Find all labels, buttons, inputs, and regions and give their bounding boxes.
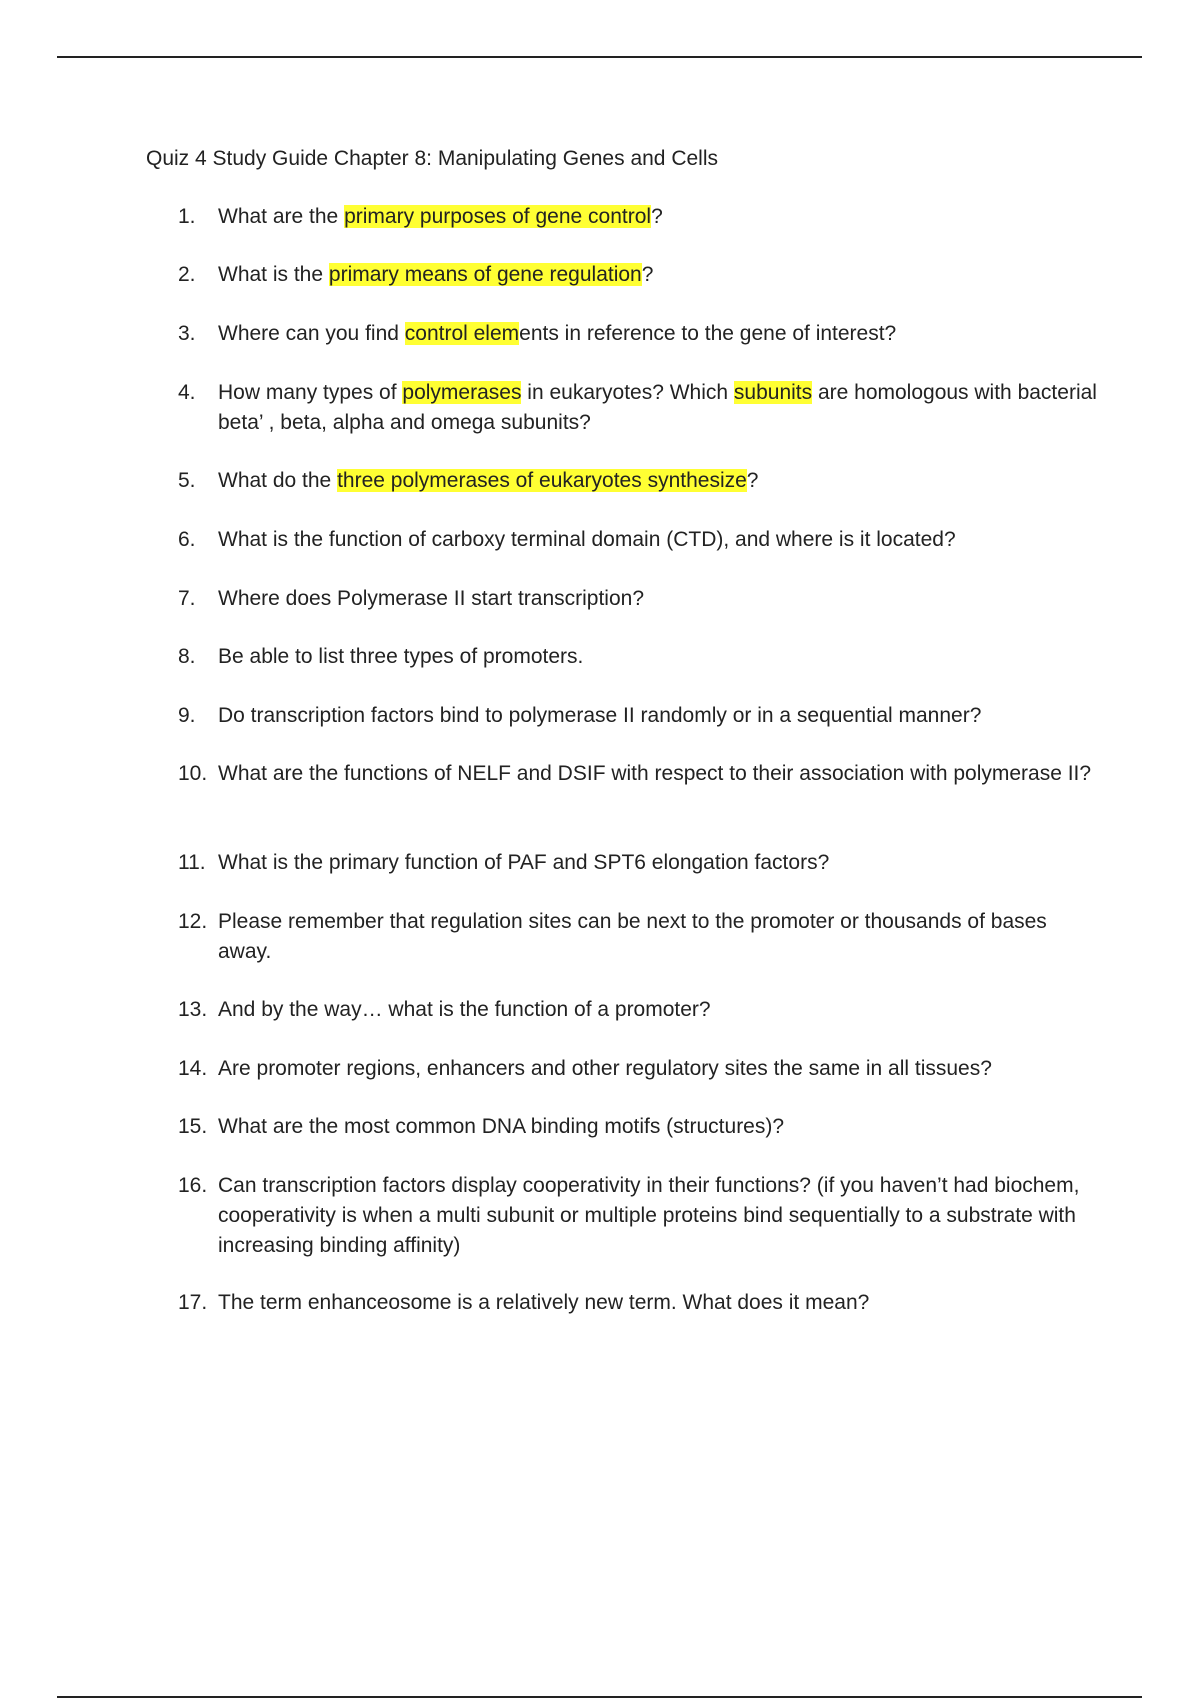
question-text: Please remember that regulation sites can be next to the promoter or thousands of bases away. bbox=[218, 910, 1047, 963]
question-text: What do the three polymerases of eukaryotes synthesize? bbox=[218, 469, 759, 492]
question-text: What are the most common DNA binding motifs (structures)? bbox=[218, 1115, 785, 1138]
question-item bbox=[178, 907, 1098, 967]
question-number: 11. bbox=[178, 851, 206, 874]
question-text: Where does Polymerase II start transcription? bbox=[218, 587, 645, 610]
highlighted-text: control elem bbox=[404, 322, 520, 345]
question-text: What is the function of carboxy terminal domain (CTD), and where is it located? bbox=[218, 528, 956, 551]
question-text: Where can you find control elements in reference to the gene of interest? bbox=[218, 322, 897, 345]
question-number: 6. bbox=[178, 528, 196, 551]
question-number: 8. bbox=[178, 645, 196, 668]
question-item bbox=[178, 525, 1098, 555]
question-text: Do transcription factors bind to polymerase II randomly or in a sequential manner? bbox=[218, 704, 982, 727]
question-item bbox=[178, 378, 1098, 438]
question-item bbox=[178, 1288, 1098, 1318]
question-text: What are the functions of NELF and DSIF with respect to their association with polymerase II? bbox=[218, 762, 1092, 785]
question-number: 13. bbox=[178, 998, 208, 1021]
question-item bbox=[178, 202, 1098, 232]
question-text: Can transcription factors display cooperativity in their functions? (if you haven’t had biochem, cooperativity is when a multi subunit or multiple proteins bind sequentially to a substrate with increasing binding affinity) bbox=[218, 1174, 1080, 1257]
question-number: 12. bbox=[178, 910, 208, 933]
question-number: 14. bbox=[178, 1057, 208, 1080]
question-item bbox=[178, 701, 1098, 731]
question-item bbox=[178, 1112, 1098, 1142]
question-text: The term enhanceosome is a relatively new term. What does it mean? bbox=[218, 1291, 870, 1314]
question-number: 5. bbox=[178, 469, 196, 492]
question-text: How many types of polymerases in eukaryotes? Which subunits are homologous with bacterial beta’ , beta, alpha and omega subunits? bbox=[218, 381, 1097, 434]
highlighted-text: polymerases bbox=[402, 381, 522, 404]
bottom-page-rule bbox=[57, 1696, 1142, 1698]
highlighted-text: primary means of gene regulation bbox=[328, 263, 642, 286]
question-number: 17. bbox=[178, 1291, 208, 1314]
highlighted-text: three polymerases of eukaryotes synthesize bbox=[337, 469, 747, 492]
highlighted-text: primary purposes of gene control bbox=[344, 205, 652, 228]
question-item bbox=[178, 466, 1098, 496]
question-number: 10. bbox=[178, 762, 208, 785]
question-text: What is the primary function of PAF and SPT6 elongation factors? bbox=[218, 851, 830, 874]
question-number: 4. bbox=[178, 381, 196, 404]
question-number: 2. bbox=[178, 263, 196, 286]
top-page-rule bbox=[57, 56, 1142, 58]
question-text: What is the primary means of gene regulation? bbox=[218, 263, 654, 286]
question-number: 7. bbox=[178, 587, 196, 610]
question-item bbox=[178, 319, 1098, 349]
question-item bbox=[178, 995, 1098, 1025]
question-item bbox=[178, 260, 1098, 290]
question-number: 3. bbox=[178, 322, 196, 345]
question-number: 15. bbox=[178, 1115, 208, 1138]
question-text: Be able to list three types of promoters. bbox=[218, 645, 584, 668]
question-item bbox=[178, 848, 1098, 878]
question-item bbox=[178, 584, 1098, 614]
question-item bbox=[178, 759, 1098, 789]
highlighted-text: subunits bbox=[733, 381, 813, 404]
question-item bbox=[178, 1171, 1098, 1261]
question-number: 9. bbox=[178, 704, 196, 727]
question-text: And by the way… what is the function of a promoter? bbox=[218, 998, 711, 1021]
question-number: 1. bbox=[178, 205, 196, 228]
question-item bbox=[178, 1054, 1098, 1084]
question-number: 16. bbox=[178, 1174, 208, 1197]
question-text: What are the primary purposes of gene control? bbox=[218, 205, 663, 228]
question-item bbox=[178, 642, 1098, 672]
question-text: Are promoter regions, enhancers and other regulatory sites the same in all tissues? bbox=[218, 1057, 992, 1080]
page-title: Quiz 4 Study Guide Chapter 8: Manipulating Genes and Cells bbox=[146, 147, 718, 170]
